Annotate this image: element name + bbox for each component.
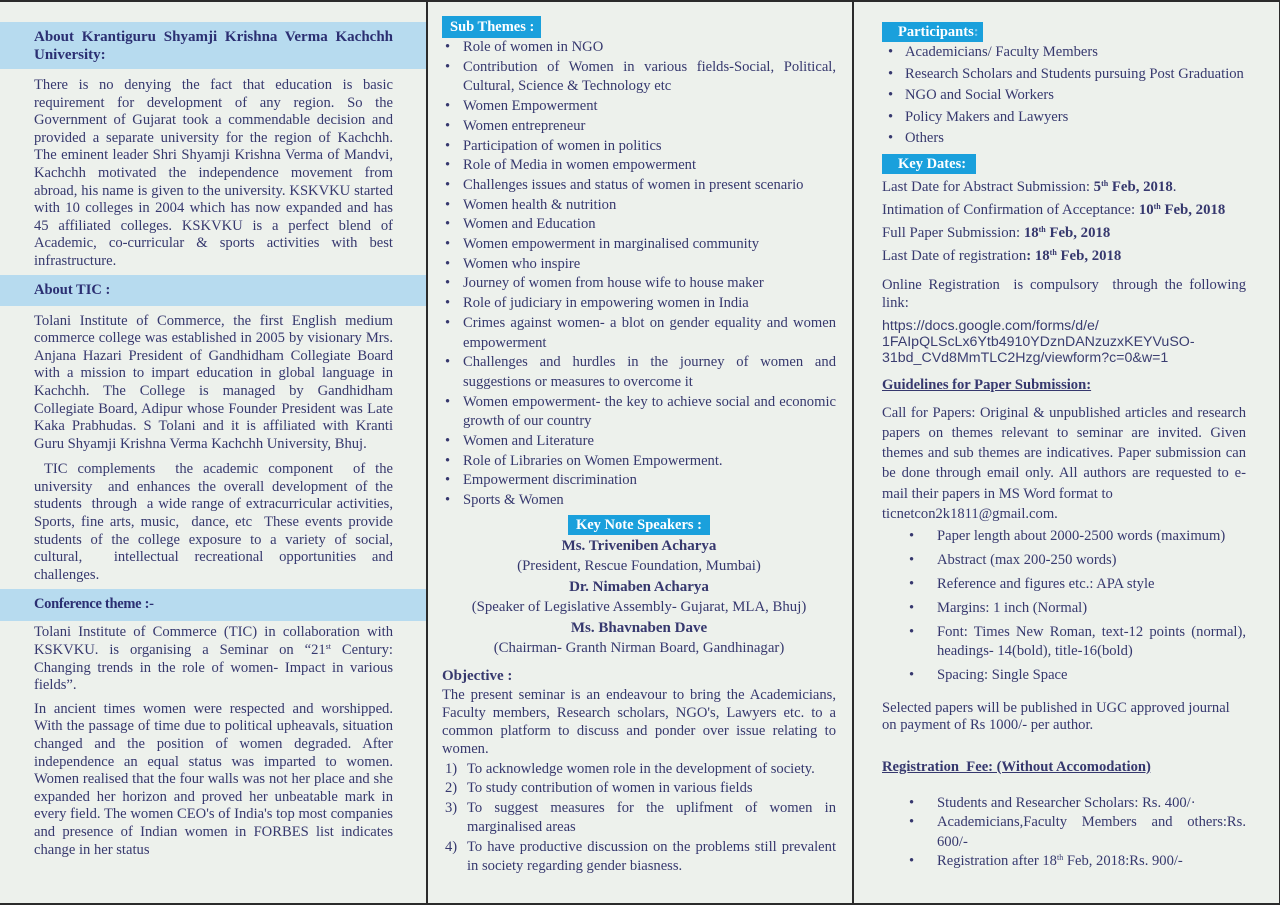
- theme-text-2: In ancient times women were respected and worshipped. With the passage of time due to political upheavals, situation changed and the position of women degraded. After independence an equal status was imparted to women. Women realised that the four walls was not her place and she expanded her horizon and proved her unbeatable mark in every field. The women CEO's of India's top most companies and presence of Indian women in FORBES list indicates change in her status: [34, 700, 393, 858]
- key-date-value: 10th Feb, 2018: [1138, 201, 1226, 218]
- fee-text: Academicians,Faculty Members and others:Rs. 600/-: [937, 814, 1246, 850]
- guidelines-list: [882, 527, 1246, 684]
- theme-heading: Conference theme :-: [0, 589, 426, 621]
- participant-item: [882, 85, 1246, 107]
- tic-text-2: TIC complements the academic component of the university and enhances the overall development of the students through a wide range of extracurricular activities, Sports, fine arts, music, dance, etc These events provide students of the college exposure to a variety of social, cultural, intellectual recreational opportunities and challenges.: [34, 461, 401, 583]
- fee-item: [882, 852, 1246, 872]
- subtheme-text: Role of women in NGO: [463, 39, 604, 55]
- key-date-value: 18th Feb, 2018: [1023, 224, 1111, 241]
- participant-text: Academicians/ Faculty Members: [905, 44, 1098, 60]
- speaker: [442, 537, 836, 576]
- bullet-icon: •: [445, 39, 451, 55]
- subtheme-text: Women empowerment- the key to achieve social and economic growth of our country: [463, 393, 836, 430]
- guideline-text: Margins: 1 inch (Normal): [937, 600, 1088, 617]
- subthemes-heading: Sub Themes :: [442, 16, 541, 38]
- bullet-icon: •: [888, 108, 894, 125]
- guideline-text: Spacing: Single Space: [937, 666, 1068, 683]
- bullet-icon: •: [445, 157, 451, 174]
- objective-item: [442, 799, 836, 838]
- fee-list: [882, 794, 1246, 872]
- registration-link[interactable]: [882, 318, 1246, 366]
- guideline-text: Paper length about 2000-2500 words (maximum): [937, 528, 1226, 545]
- subtheme-text: Women empowerment in marginalised community: [463, 236, 760, 253]
- subtheme-item: [442, 117, 836, 137]
- middle-panel: [428, 2, 852, 903]
- ordinal-suffix: th: [1153, 201, 1161, 211]
- bullet-icon: •: [909, 794, 915, 811]
- participant-item: [882, 42, 1246, 64]
- guideline-item: [882, 551, 1246, 570]
- fee-text: Registration after 18th Feb, 2018:Rs. 900/-: [937, 853, 1183, 870]
- registration-link-line[interactable]: 1FAIpQLScLx6Ytb4910YDznDANzuzxKEYVuSO-: [882, 333, 1195, 350]
- participant-item: [882, 107, 1246, 129]
- key-date-item: [882, 222, 1246, 245]
- key-date-trail: .: [1172, 178, 1177, 195]
- speaker-role: (Speaker of Legislative Assembly- Gujarat, MLA, Bhuj): [471, 598, 807, 615]
- bullet-icon: •: [909, 624, 915, 641]
- speaker-name: Ms. Triveniben Acharya: [561, 537, 717, 554]
- university-text: There is no denying the fact that education is basic requirement for development of any region. So the Government of Gujarat took a commendable decision and provided a separate university for the region of Kachchh. The eminent leader Shri Shyamji Krishna Verma of Mandvi, Kachchh motivated the independence movement from abroad, his name is given to the university. KSKVKU started with 10 colleges in 2004 which has now expanded and has 45 affiliated colleges. KSKVKU is a perfect blend of Academic, co-curricular & sports activities with best infrastructure.: [34, 77, 393, 269]
- bullet-icon: •: [445, 492, 451, 509]
- speaker: [442, 578, 836, 617]
- participant-text: Others: [905, 130, 944, 146]
- ordinal-suffix: th: [1049, 247, 1057, 257]
- theme-text-1: Tolani Institute of Commerce (TIC) in collaboration with KSKVKU. is organising a Seminar on “21st Century: Changing trends in the role of women- Impact in various fields”.: [34, 624, 393, 694]
- subtheme-text: Women who inspire: [463, 255, 581, 272]
- guideline-text: Abstract (max 200-250 words): [937, 552, 1117, 569]
- bullet-icon: •: [888, 44, 894, 60]
- subtheme-text: Women Empowerment: [463, 98, 598, 115]
- speaker-name: Dr. Nimaben Acharya: [569, 578, 709, 595]
- bullet-icon: •: [445, 117, 451, 134]
- subtheme-text: Contribution of Women in various fields-Social, Political, Cultural, Science & Technology etc: [463, 58, 836, 95]
- subtheme-item: [442, 58, 836, 97]
- subtheme-item: [442, 97, 836, 117]
- bullet-icon: •: [445, 255, 451, 272]
- bullet-icon: •: [445, 98, 451, 115]
- subtheme-item: [442, 314, 836, 353]
- speaker: [442, 619, 836, 658]
- subtheme-text: Role of Media in women empowerment: [463, 157, 697, 174]
- objective-text: The present seminar is an endeavour to bring the Academicians, Faculty members, Research scholars, NGO's, Lawyers etc. to a common platform to discuss and ponder over issue relating to women.: [442, 686, 836, 757]
- submission-email[interactable]: ticnetcon2k1811@gmail.com.: [882, 505, 1058, 522]
- objective-text: To acknowledge women role in the development of society.: [467, 760, 815, 777]
- subtheme-text: Women and Literature: [463, 433, 594, 450]
- subtheme-item: [442, 156, 836, 176]
- objective-number: 1): [445, 760, 458, 777]
- participant-text: Research Scholars and Students pursuing Post Graduation: [905, 65, 1244, 82]
- fee-item: [882, 813, 1246, 852]
- objective-text: To suggest measures for the uplifment of women in marginalised areas: [467, 799, 836, 836]
- guideline-item: [882, 527, 1246, 546]
- bullet-icon: •: [445, 393, 451, 410]
- key-date-value: 5th Feb, 2018: [1093, 178, 1173, 195]
- subtheme-text: Challenges and hurdles in the journey of women and suggestions or measures to overcome it: [463, 354, 836, 390]
- bullet-icon: •: [445, 354, 451, 371]
- subtheme-item: [442, 196, 836, 216]
- subtheme-text: Sports & Women: [463, 492, 564, 509]
- bullet-icon: •: [909, 666, 915, 683]
- bullet-icon: •: [909, 600, 915, 617]
- objective-text: To study contribution of women in various fields: [467, 780, 753, 797]
- key-dates-heading: Key Dates:: [882, 154, 976, 174]
- bullet-icon: •: [445, 295, 451, 312]
- subtheme-text: Journey of women from house wife to house maker: [463, 275, 764, 292]
- participant-text: Policy Makers and Lawyers: [905, 108, 1069, 125]
- bullet-icon: •: [445, 452, 451, 469]
- subtheme-text: Women entrepreneur: [463, 117, 586, 134]
- objective-number: 3): [445, 799, 458, 816]
- objective-number: 2): [445, 780, 458, 797]
- objective-item: [442, 760, 836, 780]
- bullet-icon: •: [888, 65, 894, 82]
- bullet-icon: •: [888, 87, 894, 103]
- speakers-list: [442, 537, 836, 658]
- guideline-item: [882, 666, 1246, 685]
- subtheme-item: [442, 176, 836, 196]
- participant-item: [882, 128, 1246, 150]
- objective-item: [442, 838, 836, 877]
- subtheme-item: [442, 137, 836, 157]
- subtheme-item: [442, 38, 836, 58]
- guidelines-heading: Guidelines for Paper Submission:: [882, 376, 1092, 393]
- key-date-item: [882, 176, 1246, 199]
- guideline-text: Font: Times New Roman, text-12 points (normal), headings- 14(bold), title-16(bold): [937, 624, 1246, 659]
- subthemes-list: [442, 38, 836, 511]
- bullet-icon: •: [445, 433, 451, 450]
- key-date-value: 18th Feb, 2018: [1034, 247, 1122, 264]
- speaker-role: (Chairman- Granth Nirman Board, Gandhinagar): [493, 639, 785, 656]
- left-panel: [0, 2, 426, 903]
- subtheme-text: Crimes against women- a blot on gender equality and women empowerment: [463, 314, 836, 351]
- university-heading: About Krantiguru Shyamji Krishna Verma Kachchh University:: [0, 22, 426, 69]
- bullet-icon: •: [909, 552, 915, 569]
- subtheme-item: [442, 294, 836, 314]
- bullet-icon: •: [445, 275, 451, 292]
- participant-item: [882, 64, 1246, 86]
- bullet-icon: •: [909, 576, 915, 593]
- bullet-icon: •: [445, 58, 451, 75]
- key-date-label: Intimation of Confirmation of Acceptance:: [882, 201, 1139, 218]
- bullet-icon: •: [909, 528, 915, 545]
- subtheme-text: Challenges issues and status of women in present scenario: [463, 176, 804, 193]
- key-date-item: [882, 245, 1246, 268]
- fee-heading: Registration Fee: (Without Accomodation): [882, 758, 1151, 775]
- subtheme-text: Role of Libraries on Women Empowerment.: [463, 452, 723, 469]
- subtheme-item: [442, 274, 836, 294]
- subtheme-text: Women and Education: [463, 216, 596, 233]
- objective-number: 4): [445, 838, 458, 855]
- bullet-icon: •: [445, 472, 451, 489]
- objective-list: [442, 760, 836, 877]
- registration-text: Online Registration is compulsory through the following link:: [882, 276, 1250, 311]
- tic-heading: About TIC :: [0, 275, 426, 306]
- subtheme-item: [442, 235, 836, 255]
- ordinal-suffix: th: [1038, 224, 1046, 234]
- objective-heading: Objective :: [442, 667, 513, 684]
- subtheme-item: [442, 471, 836, 491]
- fee-item: [882, 794, 1246, 814]
- guideline-item: [882, 575, 1246, 594]
- participants-list: [882, 42, 1246, 150]
- participant-text: NGO and Social Workers: [905, 87, 1054, 103]
- subtheme-text: Participation of women in politics: [463, 137, 662, 154]
- bullet-icon: •: [909, 853, 915, 870]
- bullet-icon: •: [445, 236, 451, 253]
- key-dates-list: [882, 176, 1246, 268]
- registration-link-line[interactable]: 31bd_CVd8MmTLC2Hzg/viewform?c=0&w=1: [882, 349, 1169, 366]
- subtheme-item: [442, 215, 836, 235]
- bullet-icon: •: [909, 814, 915, 831]
- guideline-item: [882, 623, 1246, 660]
- participants-heading: [882, 22, 983, 42]
- subtheme-item: [442, 491, 836, 511]
- ordinal-suffix: th: [1101, 178, 1109, 188]
- fee-text: Students and Researcher Scholars: Rs. 400/·: [937, 794, 1196, 811]
- bullet-icon: •: [445, 216, 451, 233]
- participants-heading-text: Participants: [898, 24, 974, 40]
- registration-link-line[interactable]: https://docs.google.com/forms/d/e/: [882, 317, 1099, 334]
- key-date-label: Last Date of registration: [882, 247, 1027, 264]
- objective-item: [442, 779, 836, 799]
- guideline-item: [882, 599, 1246, 618]
- subtheme-item: [442, 255, 836, 275]
- key-date-item: [882, 199, 1246, 222]
- brochure-page: [0, 2, 1280, 903]
- right-panel: [854, 2, 1279, 903]
- ordinal-suffix: th: [1056, 853, 1064, 863]
- tic-text-1: Tolani Institute of Commerce, the first English medium commerce college was established in 2005 by visionary Mrs. Anjana Hazari President of Gandhidham Collegiate Board with a mission to impart education in global language in Kachchh. The College is managed by Gandhidham Collegiate Board, Adipur whose Founder President was Late Kaka Prabhudas. S Tolani and it is affiliated with Kranti Guru Shyamji Krishna Verma Kachchh University, Bhuj.: [34, 312, 393, 452]
- subtheme-item: [442, 353, 836, 392]
- key-date-label: Last Date for Abstract Submission:: [882, 178, 1094, 195]
- subtheme-text: Role of judiciary in empowering women in India: [463, 295, 749, 312]
- subtheme-item: [442, 432, 836, 452]
- bullet-icon: •: [445, 314, 451, 331]
- speaker-name: Ms. Bhavnaben Dave: [570, 619, 708, 636]
- bullet-icon: •: [445, 196, 451, 213]
- participants-colon: :: [973, 24, 979, 40]
- key-date-label: Full Paper Submission:: [882, 224, 1024, 241]
- subtheme-item: [442, 452, 836, 472]
- speakers-heading: Key Note Speakers :: [568, 515, 710, 535]
- guidelines-text: Call for Papers: Original & unpublished articles and research papers on themes relevant to seminar are invited. Given themes and sub themes are indicatives. Paper submission can be done through email only. All authors are requested to e-mail their papers in MS Word format to: [882, 404, 1246, 502]
- bullet-icon: •: [445, 176, 451, 193]
- subtheme-item: [442, 393, 836, 432]
- speaker-role: (President, Rescue Foundation, Mumbai): [517, 557, 761, 574]
- guideline-text: Reference and figures etc.: APA style: [937, 576, 1155, 593]
- bullet-icon: •: [445, 137, 451, 154]
- subtheme-text: Empowerment discrimination: [463, 472, 637, 489]
- key-date-colon: :: [1026, 247, 1035, 264]
- objective-text: To have productive discussion on the problems still prevalent in society regarding gender biasness.: [467, 838, 836, 875]
- subtheme-text: Women health & nutrition: [463, 196, 617, 213]
- publish-note: Selected papers will be published in UGC approved journal on payment of Rs 1000/- per author.: [882, 699, 1230, 734]
- bullet-icon: •: [888, 130, 894, 146]
